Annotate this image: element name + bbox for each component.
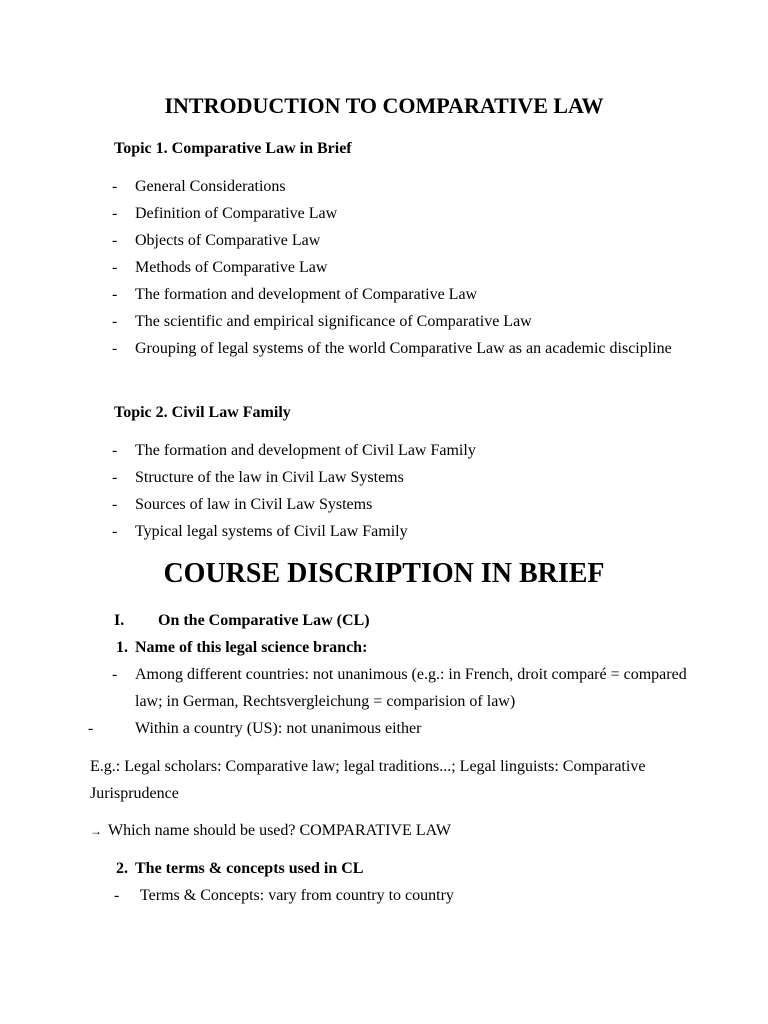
question-line: → Which name should be used? COMPARATIVE LAW [90,822,451,839]
point-2-heading: The terms & concepts used in CL [135,860,364,877]
example-paragraph: E.g.: Legal scholars: Comparative law; legal traditions...; Legal linguists: Comparative Jurisprudence [90,758,646,802]
list-item: - The scientific and empirical significance of Comparative Law [0,308,695,335]
point-1-heading: Name of this legal science branch: [135,639,368,656]
dash-marker: - [112,666,118,683]
topic-1-heading: Topic 1. Comparative Law in Brief [114,140,352,157]
point-2-number: 2. [116,860,128,877]
course-title: COURSE DISCRIPTION IN BRIEF [163,558,605,589]
dash-marker: - [88,720,94,737]
dash-marker: - [112,523,118,540]
section-roman-numeral: I. [114,612,125,629]
list-item: - The formation and development of Comparative Law [0,281,695,308]
dash-marker: - [112,313,118,330]
topic-2-list [0,437,768,545]
topic-2-heading: Topic 2. Civil Law Family [114,404,291,421]
dash-marker: - [112,340,118,357]
dash-marker: - [114,887,120,904]
topic-1-list [0,173,768,362]
right-arrow-icon: → [90,824,102,838]
list-item: - The formation and development of Civil Law Family [0,437,695,464]
dash-marker: - [112,205,118,222]
list-item: - Among different countries: not unanimous (e.g.: in French, droit comparé = compared law; in German, Rechtsvergleichung = comparision of law) [0,661,695,715]
list-item: - Terms & Concepts: vary from country to country [0,882,700,909]
dash-marker: - [112,496,118,513]
list-item: - Objects of Comparative Law [0,227,695,254]
dash-marker: - [112,232,118,249]
dash-marker: - [112,442,118,459]
point-1-list [0,661,768,715]
list-item: - Grouping of legal systems of the world Comparative Law as an academic discipline [0,335,695,362]
list-item: - Sources of law in Civil Law Systems [0,491,695,518]
dash-marker: - [112,469,118,486]
document-title: INTRODUCTION TO COMPARATIVE LAW [164,93,604,118]
point-1-number: 1. [116,639,128,656]
dash-marker: - [112,259,118,276]
list-item: - Typical legal systems of Civil Law Family [0,518,695,545]
list-item: - Methods of Comparative Law [0,254,695,281]
list-item: - Definition of Comparative Law [0,200,695,227]
list-item: - General Considerations [0,173,695,200]
point-2-list [0,882,768,909]
dash-marker: - [112,178,118,195]
dash-marker: - [112,286,118,303]
section-heading: On the Comparative Law (CL) [158,612,370,629]
list-item: - Structure of the law in Civil Law Systems [0,464,695,491]
list-item-outdented: - Within a country (US): not unanimous either [88,720,422,737]
